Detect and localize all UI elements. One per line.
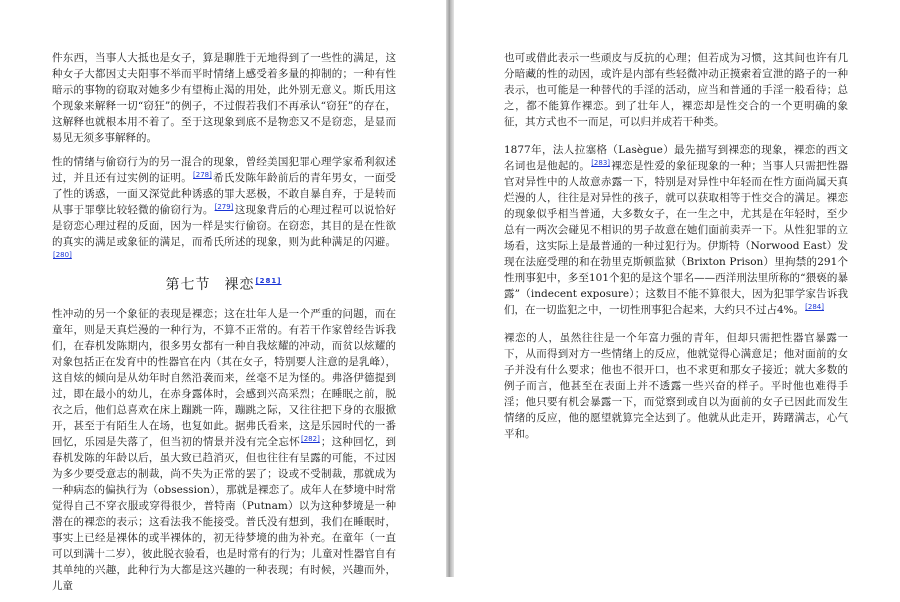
footnote-link-281[interactable]: [281] <box>255 277 282 286</box>
left-page <box>0 0 446 592</box>
left-page-content <box>52 50 396 602</box>
footnote-link-278[interactable]: [278] <box>193 170 212 179</box>
paragraph: 件东西，当事人大抵也是女子，算是聊胜于无地得到了一些性的满足，这种女子大都因丈夫阳事不举而平时情绪上感受着多量的抑制的；一种有性暗示的事物的窃取对她多少有望梅止渴的用处，此外别无意义。斯氏用这个现象来解释一切“窃狂”的例子，不过假若我们不再承认“窃狂”的存在，这解释也就根本用不着了。至于这现象到底不是物恋又不是窃恋，是显而易见无须多事解释的。 <box>52 52 396 144</box>
paragraph: 性冲动的另一个象征的表现是裸恋；这在壮年人是一个严重的问题，而在童年，则是天真烂漫的一种行为，不算不正常的。有若干作家曾经告诉我们，在春机发陈期内，很多男女都有一种自我炫耀的冲动，而贫以炫耀的对象包括正在发育中的性器官在内（其在女子，特别要人注意的是乳峰），这自炫的倾向是从幼年时自然沿袭而来，丝毫不足为怪的。弗洛伊德提到过，即在最小的幼儿，在赤身露体时，会感到兴高采烈；在睡眠之前，脱衣之后，他们总喜欢在床上蹦跳一阵，蹦跳之际，又往往把下身的衣服掀开，甚至于有陌生人在场，也复如此。据弗氏看来，这是乐园时代的一番回忆，乐园是失落了，但当初的情景并没有完全忘怀[282]；这种回忆，到春机发陈的年龄以后，虽大致已趋消灭，但也往往有呈露的可能，不过因为多少要受意志的制裁，尚不失为正常的罢了；设或不受制裁，那就成为一种病态的偏执行为（obsession），那就是裸恋了。成年人在梦境中时常觉得自己不穿衣服或穿得很少，普特南（Putnam）以为这种梦境是一种潜在的裸恋的表示；这看法我不能接受。普氏没有想到，我们在睡眠时，事实上已经是裸体的或半裸体的，初无待梦境的曲为补充。在童年（一直可以到满十二岁），彼此脱衣验看，也是时常有的行为；儿童对性器官自有其单纯的兴趣，此种行为大都是这兴趣的一种表现；有时候，兴趣而外，儿童 <box>52 308 397 592</box>
paragraph: 裸恋的人，虽然往往是一个年富力强的青年，但却只需把性器官暴露一下，从而得到对方一些情绪上的反应，他就觉得心满意足；他对面前的女子并没有什么要求；他也不很开口，也不求更和那女子接近；就大多数的例子而言，他甚至在表面上并不透露一些兴奋的样子。平时他也难得手淫；他只要有机会暴露一下，而觉察到或自以为面前的女子已因此而发生情绪的反应，他的愿望就算完全达到了。他就从此走开，踌躇满志，心气平和。 <box>504 332 848 440</box>
right-page <box>454 0 900 577</box>
right-page-content <box>504 50 848 450</box>
page-gutter <box>446 0 454 577</box>
paragraph: 1877年，法人拉塞格（Lasègue）最先描写到裸恋的现象，裸恋的西文名词也是他起的。[283]裸恋是性爱的象征现象的一种；当事人只需把性器官对异性中的人故意赤露一下，特别是对异性中年轻而在性方面尚属天真烂漫的人，往往是对异性的孩子，就可以获取相等于性交合的满足。裸恋的现象似乎相当普通，大多数女子，在一生之中，尤其是在年轻时，至少总有一两次会碰见不相识的男子故意在她们面前卖弄一下。从性犯罪的立场看，这实际上是最普通的一种过犯行为。伊斯特（Norwood East）发现在法庭受理的和在勃里克斯顿监狱（Brixton Prison）里拘禁的291个性刑事犯中，多至101个犯的是这个罪名——西洋刑法里所称的“猥亵的暴露”（indecent exposure）；这数目不能不算很大，因为犯罪学家告诉我们，在一切监犯之中，一切性刑事犯合起来，大约只不过占4%。[284] <box>504 144 849 316</box>
footnote-link-283[interactable]: [283] <box>591 158 611 167</box>
footnote-link-279[interactable]: [279] <box>214 202 234 211</box>
footnote-link-284[interactable]: [284] <box>805 302 824 311</box>
footnote-link-280[interactable]: [280] <box>53 250 72 259</box>
section-number: 第七节 <box>165 277 211 293</box>
section-heading <box>52 276 396 294</box>
footnote-link-282[interactable]: [282] <box>300 434 320 443</box>
paragraph: 性的情绪与偷窃行为的另一混合的现象，曾经美国犯罪心理学家希利叙述过，并且还有过实例的证明。[278]希氏发陈年龄前后的青年男女，一面受了性的诱惑，一面又深觉此种诱惑的罪大恶极，不敢自暴自弃，于是转而从事于罪孽比较轻微的偷窃行为。[279]这现象背后的心理过程可以说恰好是窃恋心理过程的反面，因为一样是实行偷窃。在窃恋，其目的是在性欲的真实的满足或象征的满足，而希氏所述的现象，则为此种满足的闪避。[280] <box>52 156 397 259</box>
section-title: 裸恋 <box>224 277 255 293</box>
paragraph: 也可或借此表示一些顽皮与反抗的心理；但若成为习惯，这其间也许有几分暗藏的性的动因，或许是内部有些轻微冲动正摸索着宣泄的路子的一种表示，也可能是一种替代的手淫的活动，应当和普通的手淫一般看待；总之，都不能算作裸恋。到了壮年人，裸恋却是性交合的一个更明确的象征，其方式也不一而足，可以归并成若干种类。 <box>504 52 848 128</box>
